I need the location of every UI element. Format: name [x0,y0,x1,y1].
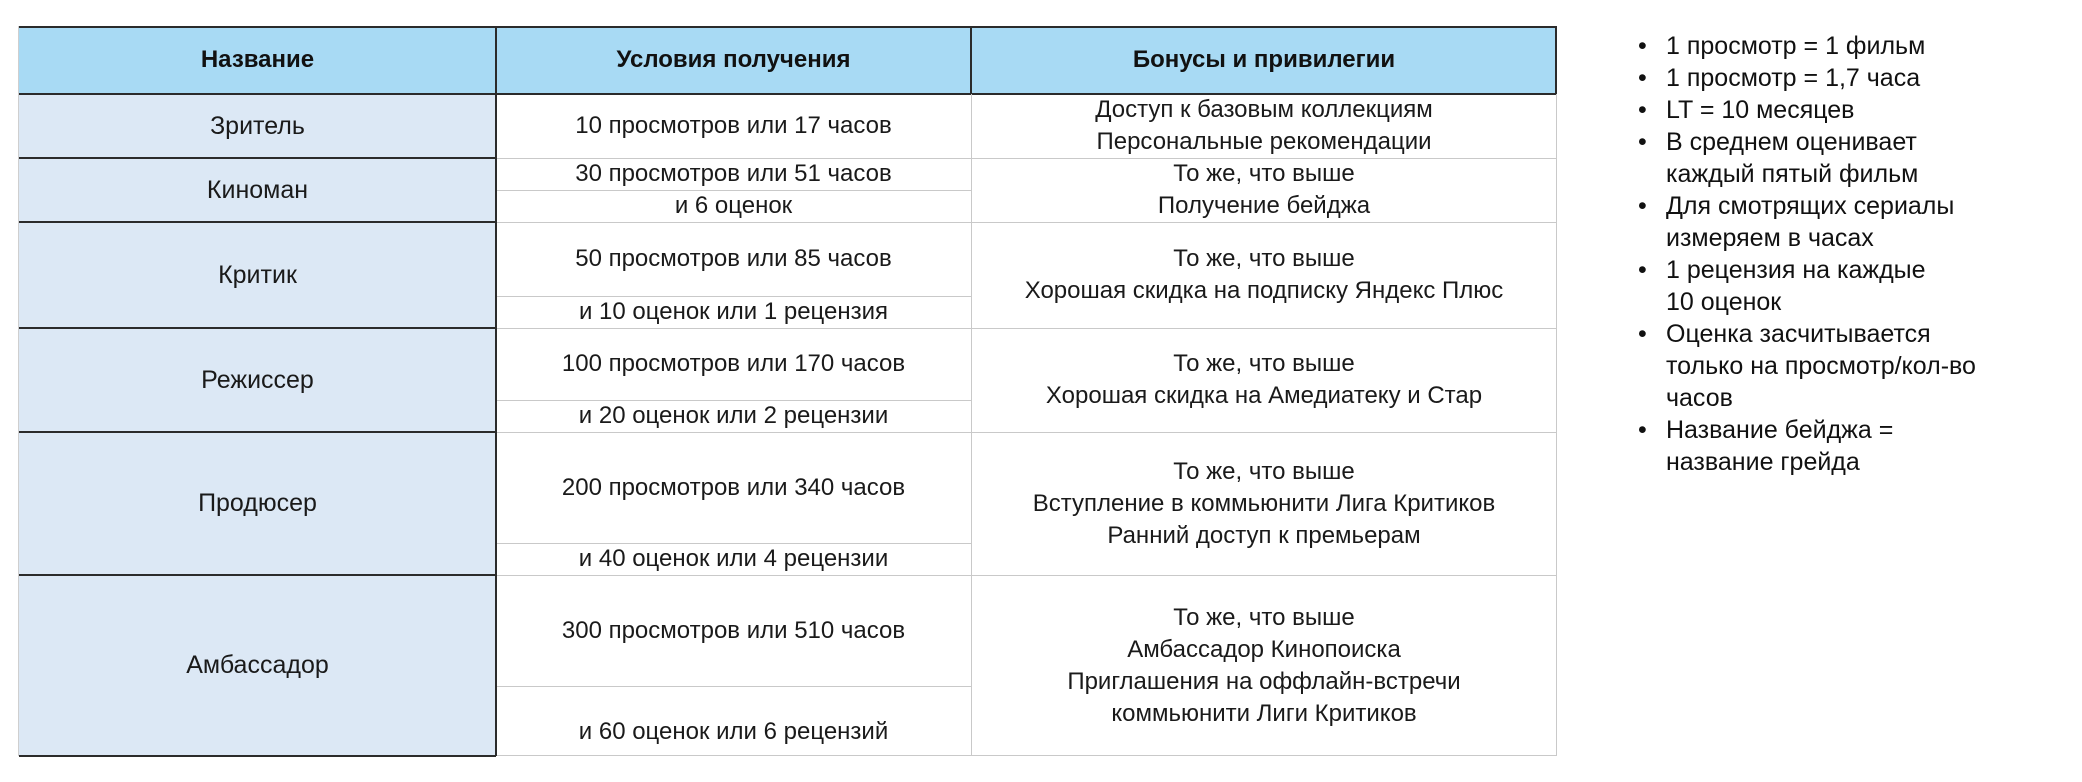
condition-cell: 30 просмотров или 51 часов [575,160,892,187]
grid-line [496,686,971,687]
header-name: Название [19,26,496,94]
note-item: • В среднем оценивает каждый пятый фильм [1638,128,1919,188]
bullet-icon: • [1638,192,1647,220]
grade-name-ambassador: Амбассадор [19,575,496,756]
grid-line [496,755,1557,756]
condition-cell: 50 просмотров или 85 часов [575,245,892,272]
bullet-icon: • [1638,128,1647,156]
condition-cell: 10 просмотров или 17 часов [575,112,892,139]
condition-cell: и 20 оценок или 2 рецензии [578,402,889,429]
grid-line [1556,94,1557,756]
notes-list [1632,30,2062,478]
header-bonuses: Бонусы и привилегии [971,26,1557,94]
grid-line [971,94,972,756]
grid-line [19,327,496,329]
grid-line [496,296,971,297]
bonus-cell: То же, что выше Вступление в коммьюнити Лига Критиков Ранний доступ к премьерам [1032,457,1496,549]
grid-line [19,26,1557,28]
grid-line [495,26,497,756]
note-item: • Оценка засчитывается только на просмотр/кол-во часов [1638,320,1976,412]
bonus-cell: То же, что выше Получение бейджа [1157,160,1371,219]
grid-line [19,431,496,433]
bonus-cell: То же, что выше Амбассадор Кинопоиска Приглашения на оффлайн-встречи коммьюнити Лиги Критиков [1067,603,1461,727]
grade-name-rezhisser: Режиссер [19,328,496,432]
condition-cell: 100 просмотров или 170 часов [561,350,906,377]
note-item: • LT = 10 месяцев [1638,96,1855,124]
grid-line [496,222,1557,223]
condition-cell: 300 просмотров или 510 часов [561,616,906,644]
grid-line [1555,26,1557,94]
grid-line [496,158,1557,159]
grid-line [496,400,971,401]
grade-name-prodyuser: Продюсер [19,432,496,575]
grid-line [19,93,1557,95]
note-item: • Для смотрящих сериалы измеряем в часах [1638,192,1955,252]
grid-line [496,190,971,191]
grid-line [496,543,971,544]
condition-cell: и 40 оценок или 4 рецензии [578,545,889,572]
grid-line [496,575,1557,576]
grade-name-zritel: Зритель [19,94,496,158]
grid-line [19,574,496,576]
grid-line [970,26,972,94]
grid-line [19,755,496,757]
bullet-icon: • [1638,416,1647,444]
grid-line [19,157,496,159]
bullet-icon: • [1638,320,1647,348]
note-item: • 1 просмотр = 1,7 часа [1638,64,1921,92]
grid-line [19,221,496,223]
note-item: • 1 рецензия на каждые 10 оценок [1638,256,1926,316]
grades-table [18,26,1557,756]
grade-name-kritik: Критик [19,222,496,328]
bullet-icon: • [1638,96,1647,124]
grid-line [496,328,1557,329]
bullet-icon: • [1638,64,1647,92]
note-item: • 1 просмотр = 1 фильм [1638,32,1926,60]
condition-cell: и 10 оценок или 1 рецензия [578,298,889,325]
bonus-cell: Доступ к базовым коллекциям Персональные рекомендации [1095,96,1433,155]
grade-name-kinoman: Киноман [19,158,496,222]
bullet-icon: • [1638,256,1647,284]
note-item: • Название бейджа = название грейда [1638,416,1894,476]
header-conditions: Условия получения [496,26,971,94]
bullet-icon: • [1638,32,1647,60]
condition-cell: 200 просмотров или 340 часов [561,473,906,501]
bonus-cell: То же, что выше Хорошая скидка на Амедиатеку и Стар [1045,350,1483,409]
bonus-cell: То же, что выше Хорошая скидка на подписку Яндекс Плюс [1024,245,1504,304]
condition-cell: и 60 оценок или 6 рецензий [578,718,889,745]
condition-cell: и 6 оценок [674,192,793,219]
grid-line [496,432,1557,433]
